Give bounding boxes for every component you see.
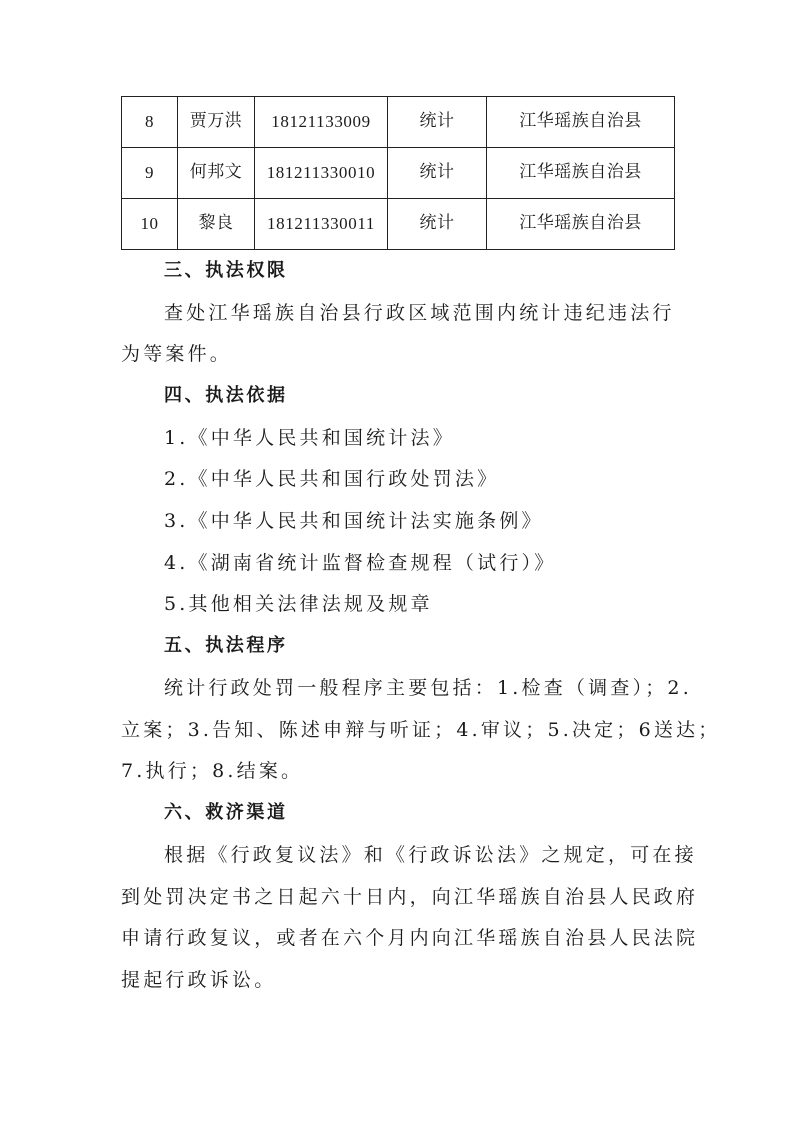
section5-heading: 五、执法程序 — [164, 635, 288, 656]
law-basis-item: 1.《中华人民共和国统计法》 — [164, 427, 455, 449]
section6-heading: 六、救济渠道 — [164, 802, 288, 823]
certificate-number: 181211330010 — [255, 148, 388, 199]
law-basis-item: 3.《中华人民共和国统计法实施条例》 — [164, 510, 544, 532]
law-basis-item: 5.其他相关法律法规及规章 — [164, 593, 433, 615]
section6-paragraph-line3: 申请行政复议，或者在六个月内向江华瑶族自治县人民法院 — [121, 927, 699, 949]
table-row — [122, 199, 675, 250]
section3-heading: 三、执法权限 — [164, 260, 288, 281]
section5-paragraph-line3: 7.执行；8.结案。 — [121, 760, 304, 782]
table-row — [122, 97, 675, 148]
jurisdiction-area: 江华瑶族自治县 — [487, 97, 675, 148]
row-number: 10 — [122, 199, 178, 250]
section6-paragraph-line1: 根据《行政复议法》和《行政诉讼法》之规定，可在接 — [164, 844, 697, 866]
person-name: 黎良 — [178, 199, 255, 250]
person-name: 何邦文 — [178, 148, 255, 199]
section5-paragraph-line1: 统计行政处罚一般程序主要包括：1.检查（调查）；2. — [164, 677, 692, 699]
certificate-number: 181211330011 — [255, 199, 388, 250]
department: 统计 — [388, 148, 487, 199]
section6-paragraph-line2: 到处罚决定书之日起六十日内，向江华瑶族自治县人民政府 — [121, 886, 699, 908]
table-row — [122, 148, 675, 199]
section3-paragraph-line1: 查处江华瑶族自治县行政区域范围内统计违纪违法行 — [164, 302, 675, 324]
department: 统计 — [388, 199, 487, 250]
section4-heading: 四、执法依据 — [164, 385, 288, 406]
person-name: 贾万洪 — [178, 97, 255, 148]
jurisdiction-area: 江华瑶族自治县 — [487, 148, 675, 199]
section6-paragraph-line4: 提起行政诉讼。 — [121, 969, 277, 991]
section5-paragraph-line2: 立案；3.告知、陈述申辩与听证；4.审议；5.决定；6送达； — [121, 719, 721, 741]
enforcement-personnel-table — [121, 96, 675, 250]
row-number: 8 — [122, 97, 178, 148]
law-basis-item: 4.《湖南省统计监督检查规程（试行）》 — [164, 552, 557, 574]
certificate-number: 18121133009 — [255, 97, 388, 148]
department: 统计 — [388, 97, 487, 148]
row-number: 9 — [122, 148, 178, 199]
law-basis-item: 2.《中华人民共和国行政处罚法》 — [164, 468, 500, 490]
section3-paragraph-line2: 为等案件。 — [121, 343, 233, 365]
jurisdiction-area: 江华瑶族自治县 — [487, 199, 675, 250]
